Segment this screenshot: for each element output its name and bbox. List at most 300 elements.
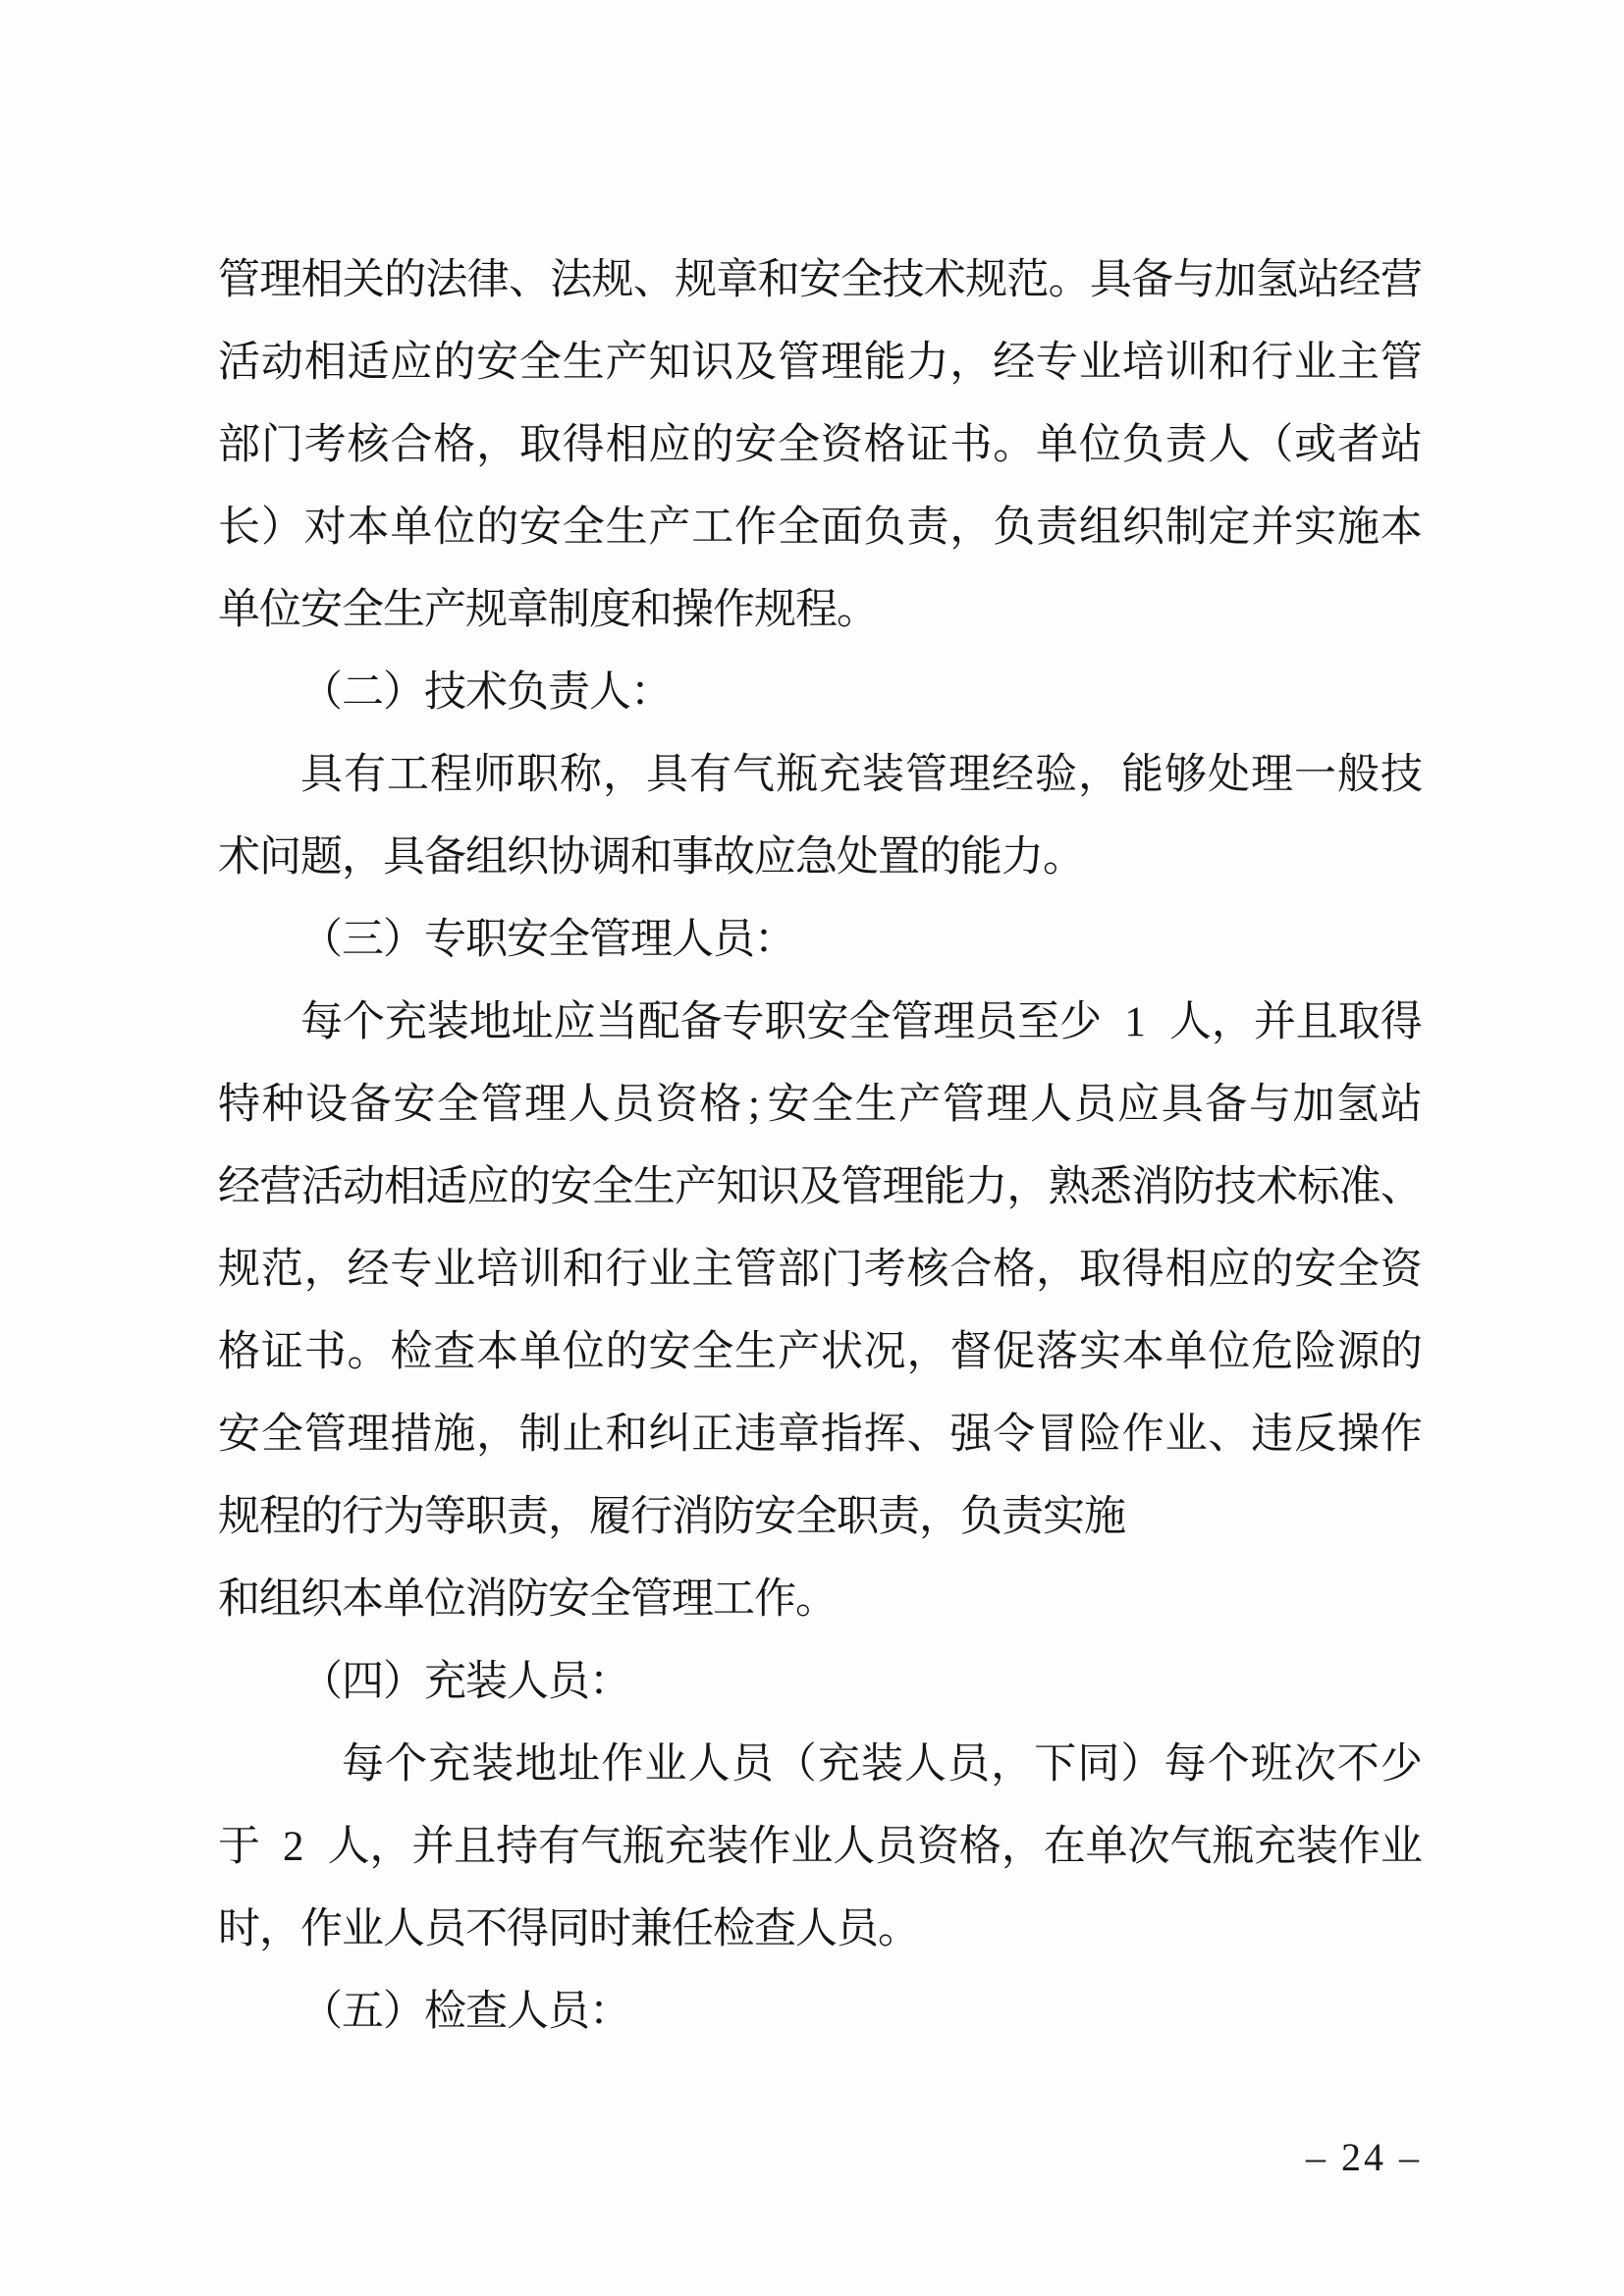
text-char: 瓶 [622, 1824, 665, 1870]
text-char: 故 [713, 834, 755, 881]
text-char: 经 [1338, 257, 1381, 303]
text-char: 全 [562, 505, 605, 551]
text-char: 班 [1250, 1741, 1293, 1788]
text-char: 位 [259, 587, 301, 633]
text-char: 相 [303, 340, 347, 386]
text-char: 称 [560, 752, 602, 798]
text-char: 员 [1073, 1082, 1116, 1128]
text-char: 少 [1380, 1741, 1423, 1788]
text-char: 全 [591, 1164, 634, 1210]
text-char: 员 [548, 1989, 590, 2035]
text-line [218, 1641, 1422, 1724]
text-char: 业 [342, 1906, 384, 1952]
text-line [218, 734, 1422, 817]
text-char: 、 [508, 257, 551, 303]
text-char: 格 [958, 1824, 1001, 1870]
text-char: 安 [300, 587, 343, 633]
text-char: 气 [732, 752, 775, 798]
text-char: 防 [507, 1576, 549, 1623]
text-char: 格 [699, 1082, 742, 1128]
text-char: （ [300, 1659, 343, 1705]
text-line [218, 899, 1422, 982]
text-char: 理 [347, 1412, 390, 1458]
text-char: 于 [218, 1824, 260, 1870]
text-char: 织 [507, 834, 549, 881]
text-char: （ [1251, 422, 1294, 468]
text-char: 有 [538, 1824, 581, 1870]
text-char: 生 [562, 340, 605, 386]
text-char: 范 [1006, 257, 1050, 303]
text-char: 业 [1380, 1824, 1423, 1870]
text-char: 位 [424, 1576, 466, 1623]
text-char: 产 [605, 340, 648, 386]
text-char: 活 [300, 1164, 344, 1210]
text-char: 个 [385, 1741, 428, 1788]
text-char: 配 [637, 999, 680, 1045]
text-char: 员 [875, 1824, 918, 1870]
text-char: 得 [562, 422, 605, 468]
text-line [218, 487, 1422, 569]
text-char: 应 [1208, 1247, 1251, 1293]
text-char: 考 [863, 1247, 906, 1293]
text-char: 查 [465, 1989, 508, 2035]
text-char: 单 [518, 1329, 562, 1375]
text-char: 挥 [863, 1412, 906, 1458]
text-char: 专 [390, 1247, 433, 1293]
text-char: 证 [260, 1329, 303, 1375]
text-char: 特 [218, 1082, 260, 1128]
text-char: 充 [384, 999, 427, 1045]
text-char: ， [369, 1824, 412, 1870]
text-char: 责 [878, 1494, 920, 1540]
text-char: 置 [878, 834, 920, 881]
text-char: 充 [1254, 1824, 1297, 1870]
text-char [1147, 982, 1168, 1064]
text-char: 规 [965, 257, 1008, 303]
text-char: 制 [518, 1412, 562, 1458]
text-char: 人 [507, 1989, 549, 2035]
text-char: 有 [344, 752, 386, 798]
text-char: 员 [548, 1659, 590, 1705]
text-char: 理 [672, 1576, 714, 1623]
text-char: 实 [1294, 505, 1337, 551]
text-char: 地 [514, 1741, 558, 1788]
text-char: （ [300, 917, 343, 963]
text-line [218, 1971, 1422, 2054]
text-char: 且 [1295, 999, 1338, 1045]
text-char: 次 [1293, 1741, 1336, 1788]
text-char: 事 [672, 834, 714, 881]
text-char: 够 [1164, 752, 1207, 798]
text-char: 调 [589, 834, 631, 881]
text-char: 1 [1124, 999, 1146, 1045]
text-char: 关 [342, 257, 385, 303]
text-char: 人 [1208, 422, 1251, 468]
text-char: 力 [965, 1164, 1008, 1210]
text-char: 全 [1336, 1247, 1380, 1293]
text-char: 律 [466, 257, 510, 303]
text-char: 安 [1294, 1247, 1337, 1293]
text-line [218, 322, 1422, 404]
text-char: 和 [1208, 340, 1251, 386]
text-char: 充 [424, 1659, 466, 1705]
text-char: 生 [605, 505, 648, 551]
text-char: 安 [476, 340, 519, 386]
text-char: ， [919, 1494, 961, 1540]
text-char: 本 [1121, 1329, 1164, 1375]
text-char: 和 [562, 1247, 605, 1293]
text-char: 施 [1084, 1494, 1126, 1540]
text-char: 工 [387, 752, 429, 798]
text-char: 合 [949, 1247, 993, 1293]
text-char: 加 [1214, 257, 1257, 303]
text-char: 充 [819, 752, 861, 798]
text-char: 的 [691, 422, 734, 468]
text-char: 源 [1336, 1329, 1380, 1375]
text-char: 五 [342, 1989, 384, 2035]
text-char: 。 [347, 1329, 390, 1375]
text-char: 员 [612, 1082, 655, 1128]
text-char: 书 [949, 422, 993, 468]
text-char: 工 [691, 505, 734, 551]
text-char: 熟 [1048, 1164, 1091, 1210]
text-char: 管 [840, 1164, 884, 1210]
text-char: 履 [589, 1494, 631, 1540]
text-char: 位 [1208, 1329, 1251, 1375]
text-char: 实 [1043, 1494, 1085, 1540]
text-char: 范 [260, 1247, 303, 1293]
text-char: 营 [259, 1164, 302, 1210]
text-char: 至 [1017, 999, 1060, 1045]
text-char: 有 [689, 752, 731, 798]
text-char: 并 [411, 1824, 455, 1870]
text-char: 格 [993, 1247, 1036, 1293]
text-char: 生 [632, 1164, 676, 1210]
text-char: 技 [424, 669, 466, 716]
text-char: 位 [562, 1329, 605, 1375]
text-char: 章 [507, 587, 549, 633]
text-char: ） [383, 1989, 425, 2035]
text-char: （ [300, 669, 343, 716]
text-char: 力 [1001, 834, 1044, 881]
text-char: 。 [1048, 257, 1091, 303]
text-char: ， [1211, 999, 1254, 1045]
text-char: 主 [1336, 340, 1380, 386]
text-char: 检 [390, 1329, 433, 1375]
text-char: 安 [754, 1494, 796, 1540]
text-char: 理 [259, 257, 302, 303]
page-number: – 24 – [1306, 2135, 1422, 2179]
text-char: 核 [906, 1247, 949, 1293]
text-char: 专 [1036, 340, 1079, 386]
text-char: 任 [672, 1906, 714, 1952]
text-char: 作 [1337, 1824, 1380, 1870]
text-char: 。 [837, 587, 879, 633]
text-char: 措 [390, 1412, 433, 1458]
text-char: 业 [790, 1824, 834, 1870]
text-char: ： [589, 1659, 631, 1705]
text-char: 。 [1043, 834, 1085, 881]
text-char: 应 [553, 999, 596, 1045]
text-char: 和 [630, 834, 673, 881]
text-char: 产 [777, 1329, 820, 1375]
text-line [218, 1311, 1422, 1394]
text-char: 并 [1251, 505, 1294, 551]
text-char: 人 [507, 1659, 549, 1705]
text-char: 应 [648, 422, 691, 468]
text-char: 负 [863, 505, 906, 551]
text-char: 专 [722, 999, 765, 1045]
text-char: 业 [644, 1741, 687, 1788]
text-char: 装 [471, 1741, 514, 1788]
text-char: 每 [300, 999, 343, 1045]
text-char: 消 [1131, 1164, 1174, 1210]
text-char: 准 [1338, 1164, 1381, 1210]
text-char: 管 [734, 1247, 778, 1293]
text-char: 作 [601, 1741, 644, 1788]
text-char: 的 [508, 1164, 551, 1210]
text-char: 全 [436, 1082, 479, 1128]
text-char: 站 [1380, 422, 1423, 468]
text-char: 管 [589, 917, 631, 963]
text-char: 业 [1164, 1412, 1208, 1458]
text-char: 相 [384, 1164, 427, 1210]
text-char: 与 [1172, 257, 1216, 303]
text-char: ） [260, 505, 303, 551]
text-char: 充 [664, 1824, 707, 1870]
text-char: 人 [383, 1906, 425, 1952]
text-char: 术 [218, 834, 260, 881]
text-char: 资 [1380, 1247, 1423, 1293]
text-char: 的 [476, 505, 519, 551]
text-char: 得 [1380, 999, 1423, 1045]
text-char: 长 [218, 505, 260, 551]
text-char: 具 [383, 834, 425, 881]
text-char: 行 [342, 1494, 384, 1540]
text-char: 急 [795, 834, 838, 881]
text-char: 题 [300, 834, 343, 881]
text-char: 危 [1251, 1329, 1294, 1375]
text-char: 全 [777, 505, 820, 551]
text-char: 理 [1251, 752, 1293, 798]
text-char: 培 [1121, 340, 1164, 386]
text-char: 产 [898, 1082, 942, 1128]
text-char: 责 [507, 1494, 549, 1540]
text-char: ， [476, 422, 519, 468]
text-char: 安 [798, 257, 841, 303]
text-char: 负 [507, 669, 549, 716]
text-char: 及 [798, 1164, 841, 1210]
text-char: 业 [1078, 340, 1121, 386]
text-char: ， [949, 340, 993, 386]
text-char: 问 [259, 834, 301, 881]
text-char: 站 [1380, 1082, 1423, 1128]
text-char: 址 [558, 1741, 601, 1788]
text-char: （ [774, 1741, 817, 1788]
text-char: 少 [1059, 999, 1103, 1045]
text-char: ， [906, 1329, 949, 1375]
text-char: 织 [300, 1576, 343, 1623]
text-char: 备 [349, 1082, 392, 1128]
text-char: 和 [757, 257, 800, 303]
text-char: 核 [347, 422, 390, 468]
text-char: 防 [713, 1494, 755, 1540]
text-char: 作 [748, 1824, 791, 1870]
text-line [218, 1724, 1422, 1806]
text-char: 规 [465, 587, 508, 633]
text-char: 识 [757, 1164, 800, 1210]
text-char: 应 [1117, 1082, 1161, 1128]
text-char: 持 [496, 1824, 539, 1870]
text-char: 培 [476, 1247, 519, 1293]
text-char: 落 [1036, 1329, 1079, 1375]
text-char: 检 [713, 1906, 755, 1952]
text-char: 规 [591, 257, 634, 303]
text-char: 具 [300, 752, 343, 798]
text-char: 的 [433, 340, 476, 386]
text-char: 址 [511, 999, 554, 1045]
text-char: 协 [548, 834, 590, 881]
text-char: 规 [218, 1494, 260, 1540]
text-char: 能 [960, 834, 1002, 881]
text-char: 管 [303, 1412, 347, 1458]
text-char: 安 [734, 422, 778, 468]
text-char: 作 [754, 1576, 796, 1623]
text-line [218, 1476, 1422, 1559]
text-char: 备 [679, 999, 723, 1045]
text-char: 责 [906, 505, 949, 551]
text-char: 责 [1164, 422, 1208, 468]
text-char: ： [754, 917, 796, 963]
text-char: 安 [648, 1329, 691, 1375]
text-char: 规 [675, 257, 718, 303]
text-char: 个 [1207, 1741, 1250, 1788]
text-char: 技 [882, 257, 925, 303]
text-line [218, 240, 1422, 322]
text-char: 相 [1164, 1247, 1208, 1293]
text-char: 具 [646, 752, 688, 798]
text-char: 职 [764, 999, 807, 1045]
text-char: 法 [425, 257, 468, 303]
text-char: 责 [1001, 1494, 1044, 1540]
text-char: 技 [1380, 752, 1423, 798]
text-char: 相 [300, 257, 344, 303]
text-char: 组 [465, 834, 508, 881]
text-char: 验 [1035, 752, 1077, 798]
text-char: 职 [465, 1494, 508, 1540]
text-char: ） [1120, 1741, 1164, 1788]
text-char: 全 [518, 340, 562, 386]
text-char: 知 [648, 340, 691, 386]
text-char: 站 [1297, 257, 1340, 303]
text-char: 动 [260, 340, 303, 386]
text-char: 组 [1078, 505, 1121, 551]
text-char: 规 [218, 1247, 260, 1293]
text-char: 织 [1121, 505, 1164, 551]
text-char: 状 [820, 1329, 863, 1375]
text-char: ， [1001, 1824, 1044, 1870]
text-char: 职 [516, 752, 559, 798]
text-char: 单 [1164, 1329, 1208, 1375]
text-char: 人 [1168, 999, 1212, 1045]
text-char: 员 [837, 1906, 879, 1952]
text-char [305, 1806, 327, 1889]
text-char: 检 [424, 1989, 466, 2035]
text-char: 制 [548, 587, 590, 633]
text-char: 术 [465, 669, 508, 716]
text-char: 主 [691, 1247, 734, 1293]
text-char: 装 [862, 752, 904, 798]
document-text [218, 240, 1422, 2054]
text-char: 力 [906, 340, 949, 386]
text-char: 安 [767, 1082, 810, 1128]
text-char: 强 [949, 1412, 993, 1458]
text-char: 装 [465, 1659, 508, 1705]
text-char: 促 [993, 1329, 1036, 1375]
text-line [218, 1064, 1422, 1147]
text-char: 者 [1336, 422, 1380, 468]
text-char: 作 [1121, 1412, 1164, 1458]
text-char: 本 [1380, 505, 1423, 551]
text-char: 合 [390, 422, 433, 468]
text-char: 消 [465, 1576, 508, 1623]
text-char: 位 [1078, 422, 1121, 468]
text-char: 能 [863, 340, 906, 386]
text-char: 查 [433, 1329, 476, 1375]
text-char: ， [259, 1906, 301, 1952]
text-char: 二 [342, 669, 384, 716]
text-char: 程 [259, 1494, 301, 1540]
text-char: 资 [655, 1082, 698, 1128]
text-char: 管 [218, 257, 260, 303]
text-char: 管 [1380, 340, 1423, 386]
text-char: 知 [716, 1164, 759, 1210]
text-char: 瓶 [776, 752, 818, 798]
text-char: 全 [548, 917, 590, 963]
text-char: 不 [465, 1906, 508, 1952]
text-char: 督 [949, 1329, 993, 1375]
text-char: 单 [1036, 422, 1079, 468]
text-char: 员 [713, 917, 755, 963]
text-char: 装 [860, 1741, 903, 1788]
text-char: 三 [342, 917, 384, 963]
text-char: 和 [630, 587, 673, 633]
text-char: 行 [1251, 340, 1294, 386]
text-char: 地 [468, 999, 512, 1045]
text-char: 单 [390, 505, 433, 551]
text-char: 操 [672, 587, 714, 633]
text-char: 经 [992, 752, 1034, 798]
text-char: 对 [303, 505, 347, 551]
text-char: 及 [734, 340, 778, 386]
text-char: 全 [777, 422, 820, 468]
text-char: 全 [691, 1329, 734, 1375]
text-char: 指 [820, 1412, 863, 1458]
text-char: 管 [905, 752, 947, 798]
text-char: 不 [1336, 1741, 1380, 1788]
text-char: 、 [632, 257, 676, 303]
text-char: 生 [383, 587, 425, 633]
text-char: ： [589, 1989, 631, 2035]
text-char: 正 [691, 1412, 734, 1458]
text-char: 活 [218, 340, 260, 386]
text-char: 时 [589, 1906, 631, 1952]
text-char: 施 [433, 1412, 476, 1458]
text-char: 门 [260, 422, 303, 468]
text-line [218, 569, 1422, 652]
text-char: 产 [424, 587, 466, 633]
text-char: ， [548, 1494, 590, 1540]
